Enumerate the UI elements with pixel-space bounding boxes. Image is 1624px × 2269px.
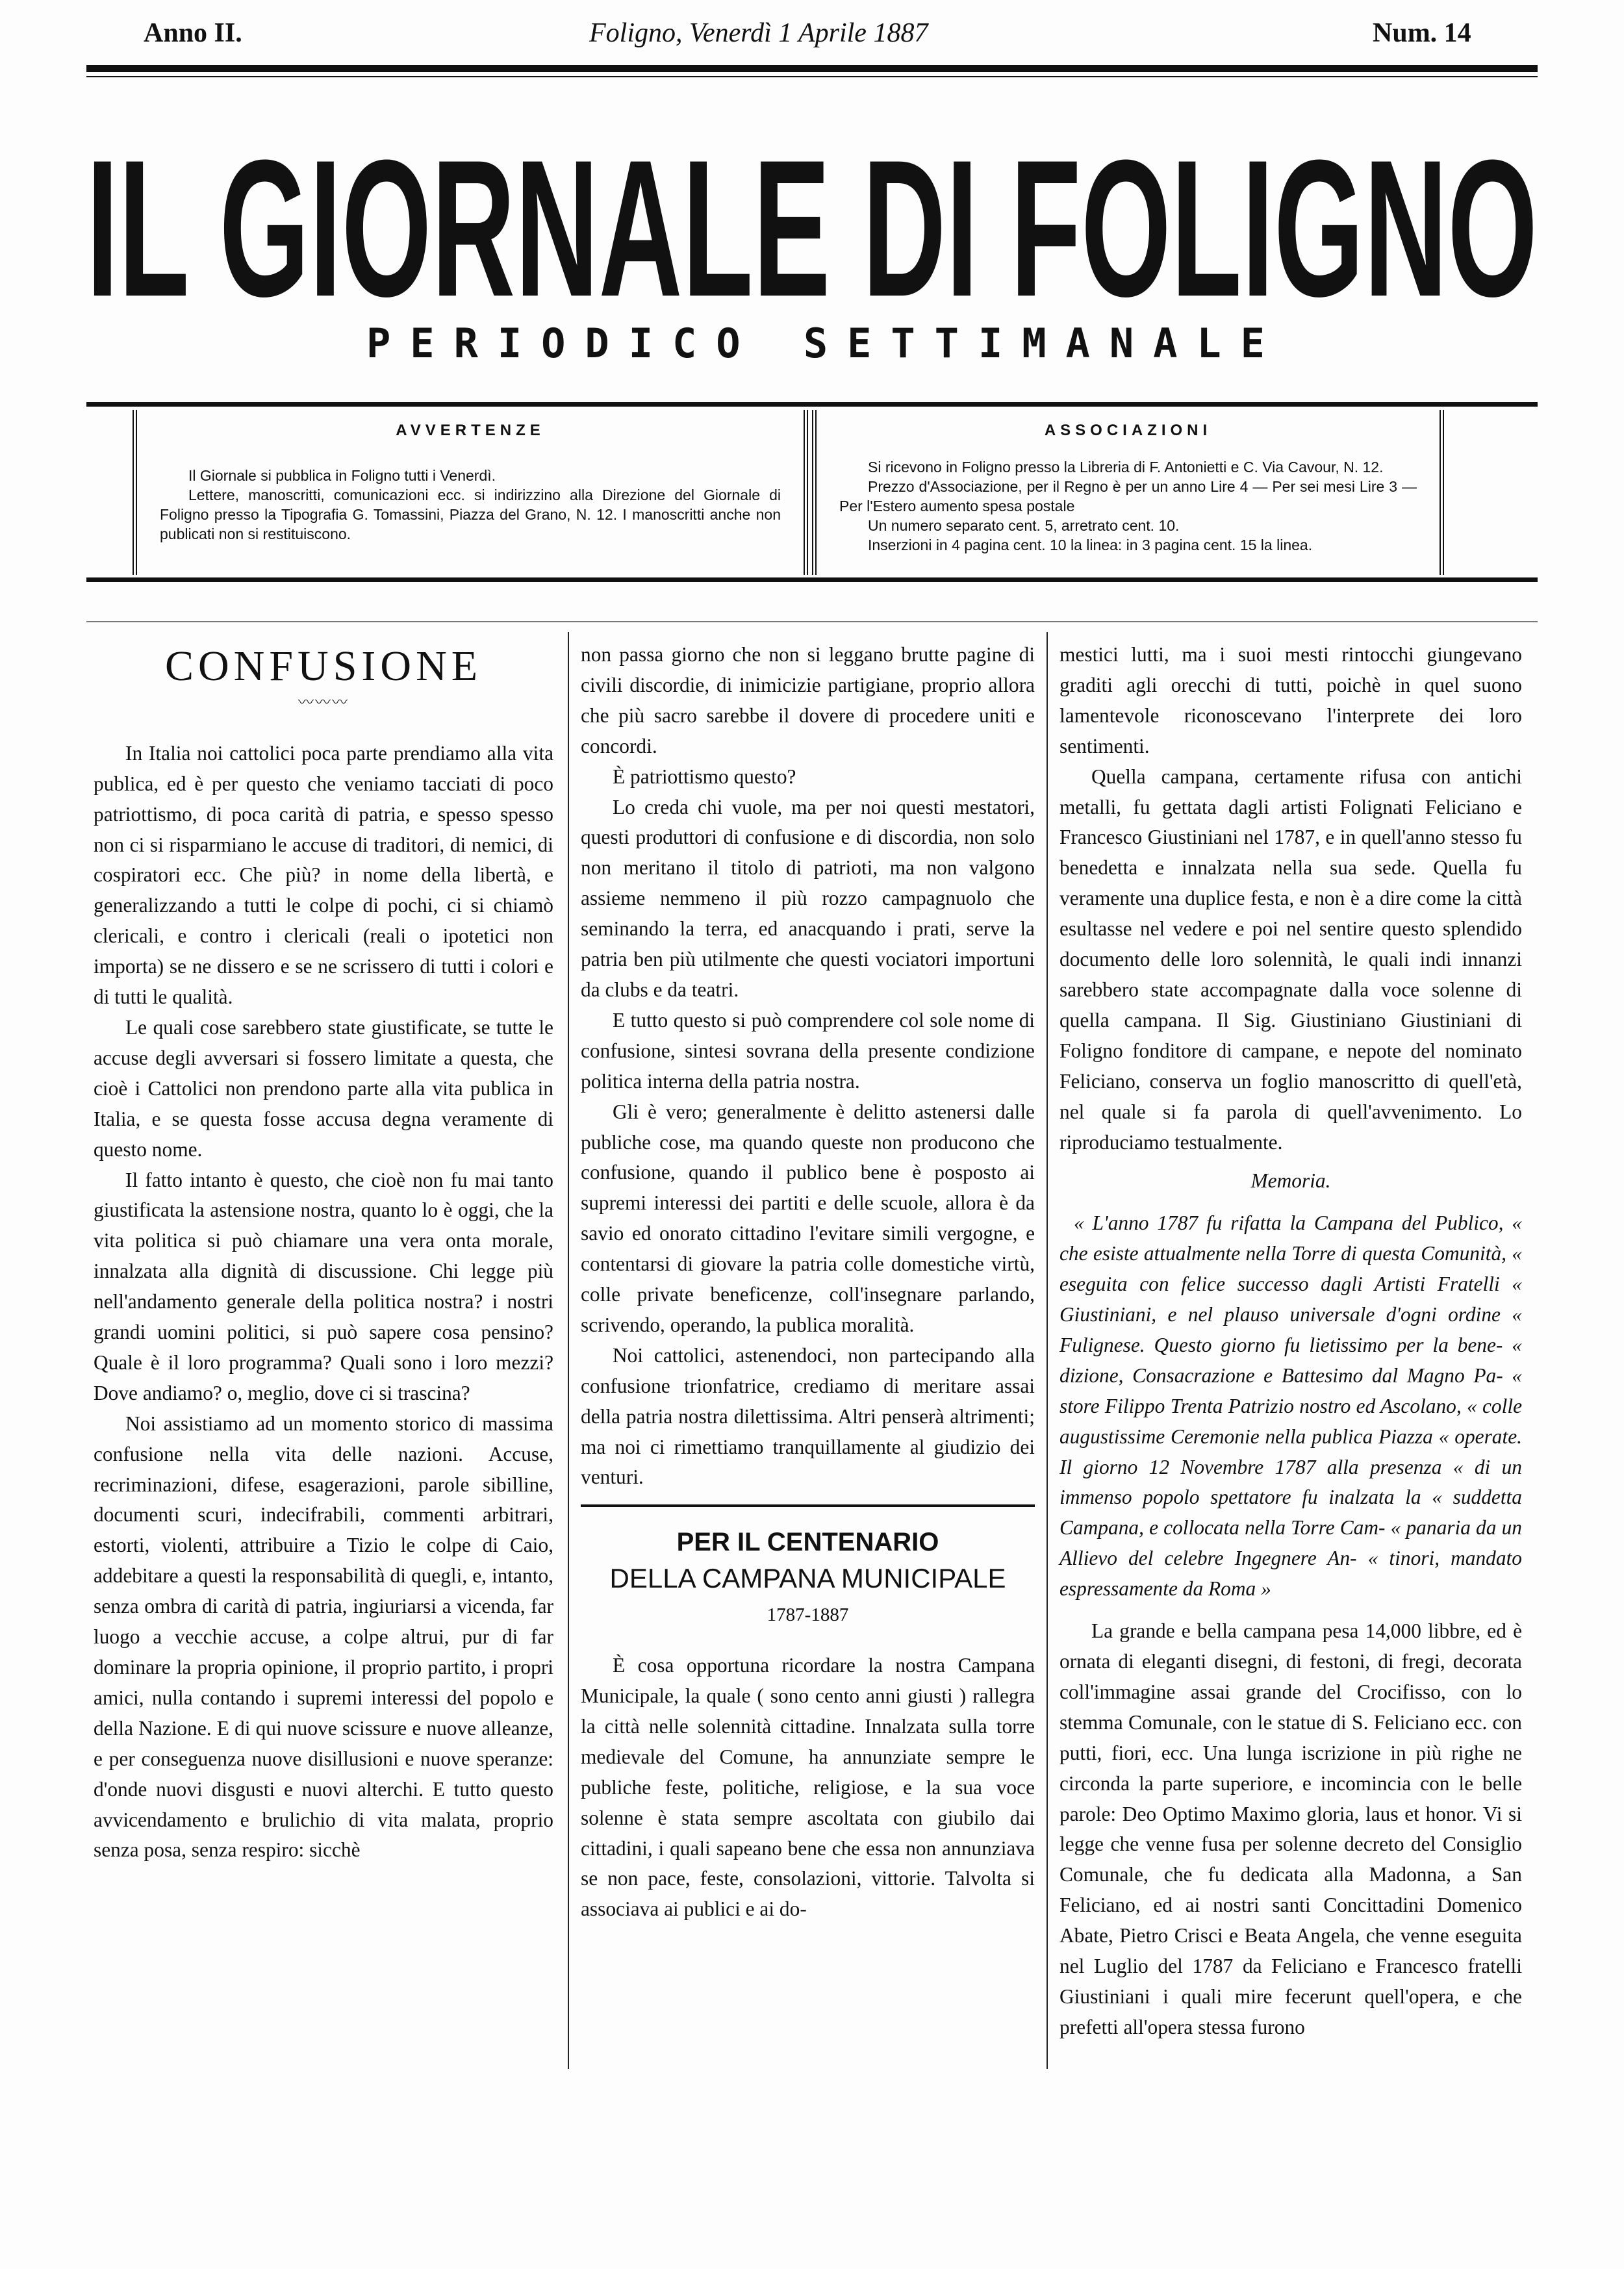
article-confusione [94, 640, 553, 1866]
paragraph: Noi assistiamo ad un momento storico di massima confusione nella vita delle nazioni. Accuse, recriminazioni, difese, esagerazioni, parole sibilline, documenti scuri, indecifrabili, commenti arbitrari, estorti, violenti, attribuire a Tizio le colpe di Caio, addebitare a questi la responsabilità di quegli, e, intanto, senza ombra di carità di patria, ingiuriarsi a vicenda, far luogo a vecchie accuse, a colpe altrui, pur di far dominare la propria opinione, il proprio partito, i propri amici, nulla contando i supremi interessi del popolo e della Nazione. E di qui nuove scissure e nuove alleanze, e per conseguenza nuove disillusioni e nuove speranze: d'onde nuovi disgusti e nuovi alterchi. E tutto questo avvicendamento e brulichio di vita malata, proprio senza posa, senza respiro: sicchè [94, 1412, 553, 1862]
box-rule [86, 577, 1538, 582]
dateline: Foligno, Venerdì 1 Aprile 1887 [589, 18, 928, 48]
associazioni-text: Prezzo d'Associazione, per il Regno è per un anno Lire 4 — Per sei mesi Lire 3 — Per l'Estero aumento spesa postale [839, 478, 1417, 514]
paragraph: È cosa opportuna ricordare la nostra Campana Municipale, la quale ( sono cento anni giusti ) rallegra la città nelle solennità cittadine. Innalzata sulla torre medievale del Comune, ha annunziate sempre le publiche feste, politiche, religiose, e la sua voce solenne è stata sempre ascoltata con giubilo dai cittadini, i quali sapeano bene che essa non annunziava se non pace, feste, consolazioni, vittorie. Talvolta si associava ai publici e ai do- [581, 1654, 1035, 1921]
paragraph: Il fatto intanto è questo, che cioè non fu mai tanto giustificata la astensione nostra, quanto lo è oggi, che la vita politica si può chiamare una vera onta morale, innalzata alla dignità di discussione. Chi legge più nell'andamento generale della politica nostra? i nostri grandi uomini politici, si può sapere cosa pensino? Quale è il loro programma? Quali sono i loro mezzi? Dove andiamo? o, meglio, dove ci si trascina? [94, 1168, 553, 1404]
associazioni-text: Un numero separato cent. 5, arretrato cent. 10. [868, 517, 1180, 534]
paragraph: non passa giorno che non si leggano brutte pagine di civili discordie, di inimicizie partigiane, proprio allora che più sacro sarebbe il dovere di procedere uniti e concordi. [581, 643, 1035, 757]
avvertenze-text: Il Giornale si pubblica in Foligno tutti i Venerdì. [188, 467, 496, 484]
article-confusione-continued [581, 640, 1035, 1925]
column-divider [568, 632, 569, 2069]
paragraph: Le quali cose sarebbero state giustificate, se tutte le accuse degli avversari si fossero limitate a questa, che cioè i Cattolici non prendono parte alla vita publica in Italia, e se questa fosse accusa degna veramente di questo nome. [94, 1015, 553, 1161]
paragraph: La grande e bella campana pesa 14,000 libbre, ed è ornata di eleganti disegni, di festoni, di fregi, decorata coll'immagine assai grande del Crocifisso, con lo stemma Comunale, con le statue di S. Feliciano ecc. con putti, fiori, ecc. Una lunga iscrizione in più righe ne circonda la parte superiore, e incomincia con le belle parole: Deo Optimo Maximo gloria, laus et honor. Vi si legge che venne fusa per solenne decreto del Consiglio Comunale, che fu dedicata alla Madonna, a San Feliciano, ed ai nostri santi Concittadini Domenico Abate, Pietro Crisci e Beata Angela, che venne eseguita nel Luglio del 1787 da Feliciano e Francesco fratelli Giustiniani i quali mire fecerunt quell'opera, e che prefetti all'opera stessa furono [1059, 1619, 1522, 2038]
associazioni-box [812, 410, 1444, 575]
paragraph: mestici lutti, ma i suoi mesti rintocchi giungevano graditi agli orecchi di tutti, poichè in quel suono lamentevole riconoscevano l'interprete dei loro sentimenti. [1059, 643, 1522, 757]
avvertenze-box [133, 410, 808, 575]
masthead-title: IL GIORNALE DI FOLIGNO [86, 119, 1538, 307]
avvertenze-heading: AVVERTENZE [396, 422, 545, 439]
masthead-rule [86, 402, 1538, 407]
masthead-subtitle-wrap [366, 317, 1265, 369]
associazioni-text: Inserzioni in 4 pagina cent. 10 la linea: in 3 pagina cent. 15 la linea. [868, 537, 1313, 553]
article-separator [581, 1504, 1035, 1507]
memoria-quote: « L'anno 1787 fu rifatta la Campana del Publico, « che esiste attualmente nella Torre di questa Comunità, « eseguita con felice successo dagli Artisti Fratelli « Giustiniani, e nel plauso universale d'ogni ordine « Fulignese. Questo giorno fu lietissimo per la bene- « dizione, Consacrazione e Battesimo dal Magno Pa- « store Filippo Trenta Patrizio nostro ed Ascolano, « colle augustissime Ceremonie nella publica Piazza « operate. Il giorno 12 Novembre 1787 alla presenza « di un immenso popolo spettatore fu inalzata la « suddetta Campana, e collocata nella Torre Cam- « panaria da un Allievo del celebre Ingegnere An- « tinori, mandato espressamente da Roma » [1059, 1211, 1522, 1601]
column-top-rule [86, 621, 1538, 622]
column-divider [1047, 632, 1048, 2069]
article-years: 1787-1887 [767, 1604, 849, 1626]
associazioni-text: Si ricevono in Foligno presso la Libreria di F. Antonietti e C. Via Cavour, N. 12. [868, 459, 1384, 475]
paragraph: In Italia noi cattolici poca parte prendiamo alla vita publica, ed è per questo che veniamo tacciati di poco patriottismo, di poca carità di patria, e spesso spesso non ci si risparmiano le accuse di traditori, di nemici, di cospiratori ecc. Che più? in nome della libertà, e generalizzando a tutti le colpe di pochi, ci si chiamò clericali, e contro i clericali (reali o ipotetici non importa) se ne dissero e se ne scrissero di tutti i colori e di tutti le qualità. [94, 741, 553, 1009]
top-rule [86, 65, 1538, 72]
paragraph: Gli è vero; generalmente è delitto astenersi dalle publiche cose, ma quando queste non producono che confusione, quando il publico bene è posposto ai supremi interessi dei partiti e delle scuole, allora è da savio ed onorato cittadino l'evitare simili vergogne, e contentarsi di giovare la patria colle domestiche virtù, colle private beneficenze, coll'insegnare parlando, scrivendo, operando, la publica moralità. [581, 1100, 1035, 1336]
top-rule-thin [86, 76, 1538, 77]
issue-number: Num. 14 [1373, 18, 1471, 48]
ornament-divider: 〰〰〰 [298, 694, 349, 711]
masthead [86, 112, 1538, 307]
masthead-subtitle: PERIODICO SETTIMANALE [366, 320, 1265, 367]
volume-label: Anno II. [144, 18, 242, 48]
article-campana-continued [1059, 640, 1522, 2043]
paragraph: Quella campana, certamente rifusa con antichi metalli, fu gettata dagli artisti Folignati Feliciano e Francesco Giustiniani nel 1787, e in quell'anno stesso fu benedetta e innalzata nella sua sede. Quella fu veramente una duplice festa, e non è a dire come la città esultasse nel vedere e poi nel sentire questo splendido documento delle loro solennità, le quali indi innanzi sarebbero state accompagnate dalla voce solenne di quella campana. Il Sig. Giustiniano Giustiniani di Foligno fonditore di campane, e nepote del nominato Feliciano, conserva un foglio manoscritto di quell'età, nel quale si fa parola di quell'avvenimento. Lo riproduciamo testualmente. [1059, 765, 1522, 1154]
associazioni-heading: ASSOCIAZIONI [1044, 422, 1212, 439]
memoria-heading: Memoria. [1250, 1169, 1331, 1193]
paragraph: Noi cattolici, astenendoci, non partecipando alla confusione trionfatrice, crediamo di meritare assai della patria nostra dilettissima. Altri penserà altrimenti; ma noi ci rimettiamo tranquillamente al giudizio dei venturi. [581, 1343, 1035, 1489]
article-title: CONFUSIONE [165, 642, 483, 690]
paragraph: È patriottismo questo? [613, 765, 796, 788]
article-kicker: PER IL CENTENARIO [676, 1528, 939, 1557]
avvertenze-text: Lettere, manoscritti, comunicazioni ecc. si indirizzino alla Direzione del Giornale di Foligno presso la Tipografia G. Tomassini, Piazza del Grano, N. 12. I manoscritti anche non publicati non si restituiscono. [160, 487, 781, 542]
paragraph: Lo creda chi vuole, ma per noi questi mestatori, questi produttori di confusione e di discordia, non solo non meritano il titolo di patrioti, ma non valgono assieme nemmeno il più rozzo campagnuolo che seminando la terra, ed anacquando i prati, serve la patria ben più utilmente che questi vociatori importuni da clubs e da teatri. [581, 795, 1035, 1001]
article-title: DELLA CAMPANA MUNICIPALE [609, 1563, 1006, 1594]
paragraph: E tutto questo si può comprendere col sole nome di confusione, sintesi sovrana della presente condizione politica interna della patria nostra. [581, 1008, 1035, 1093]
